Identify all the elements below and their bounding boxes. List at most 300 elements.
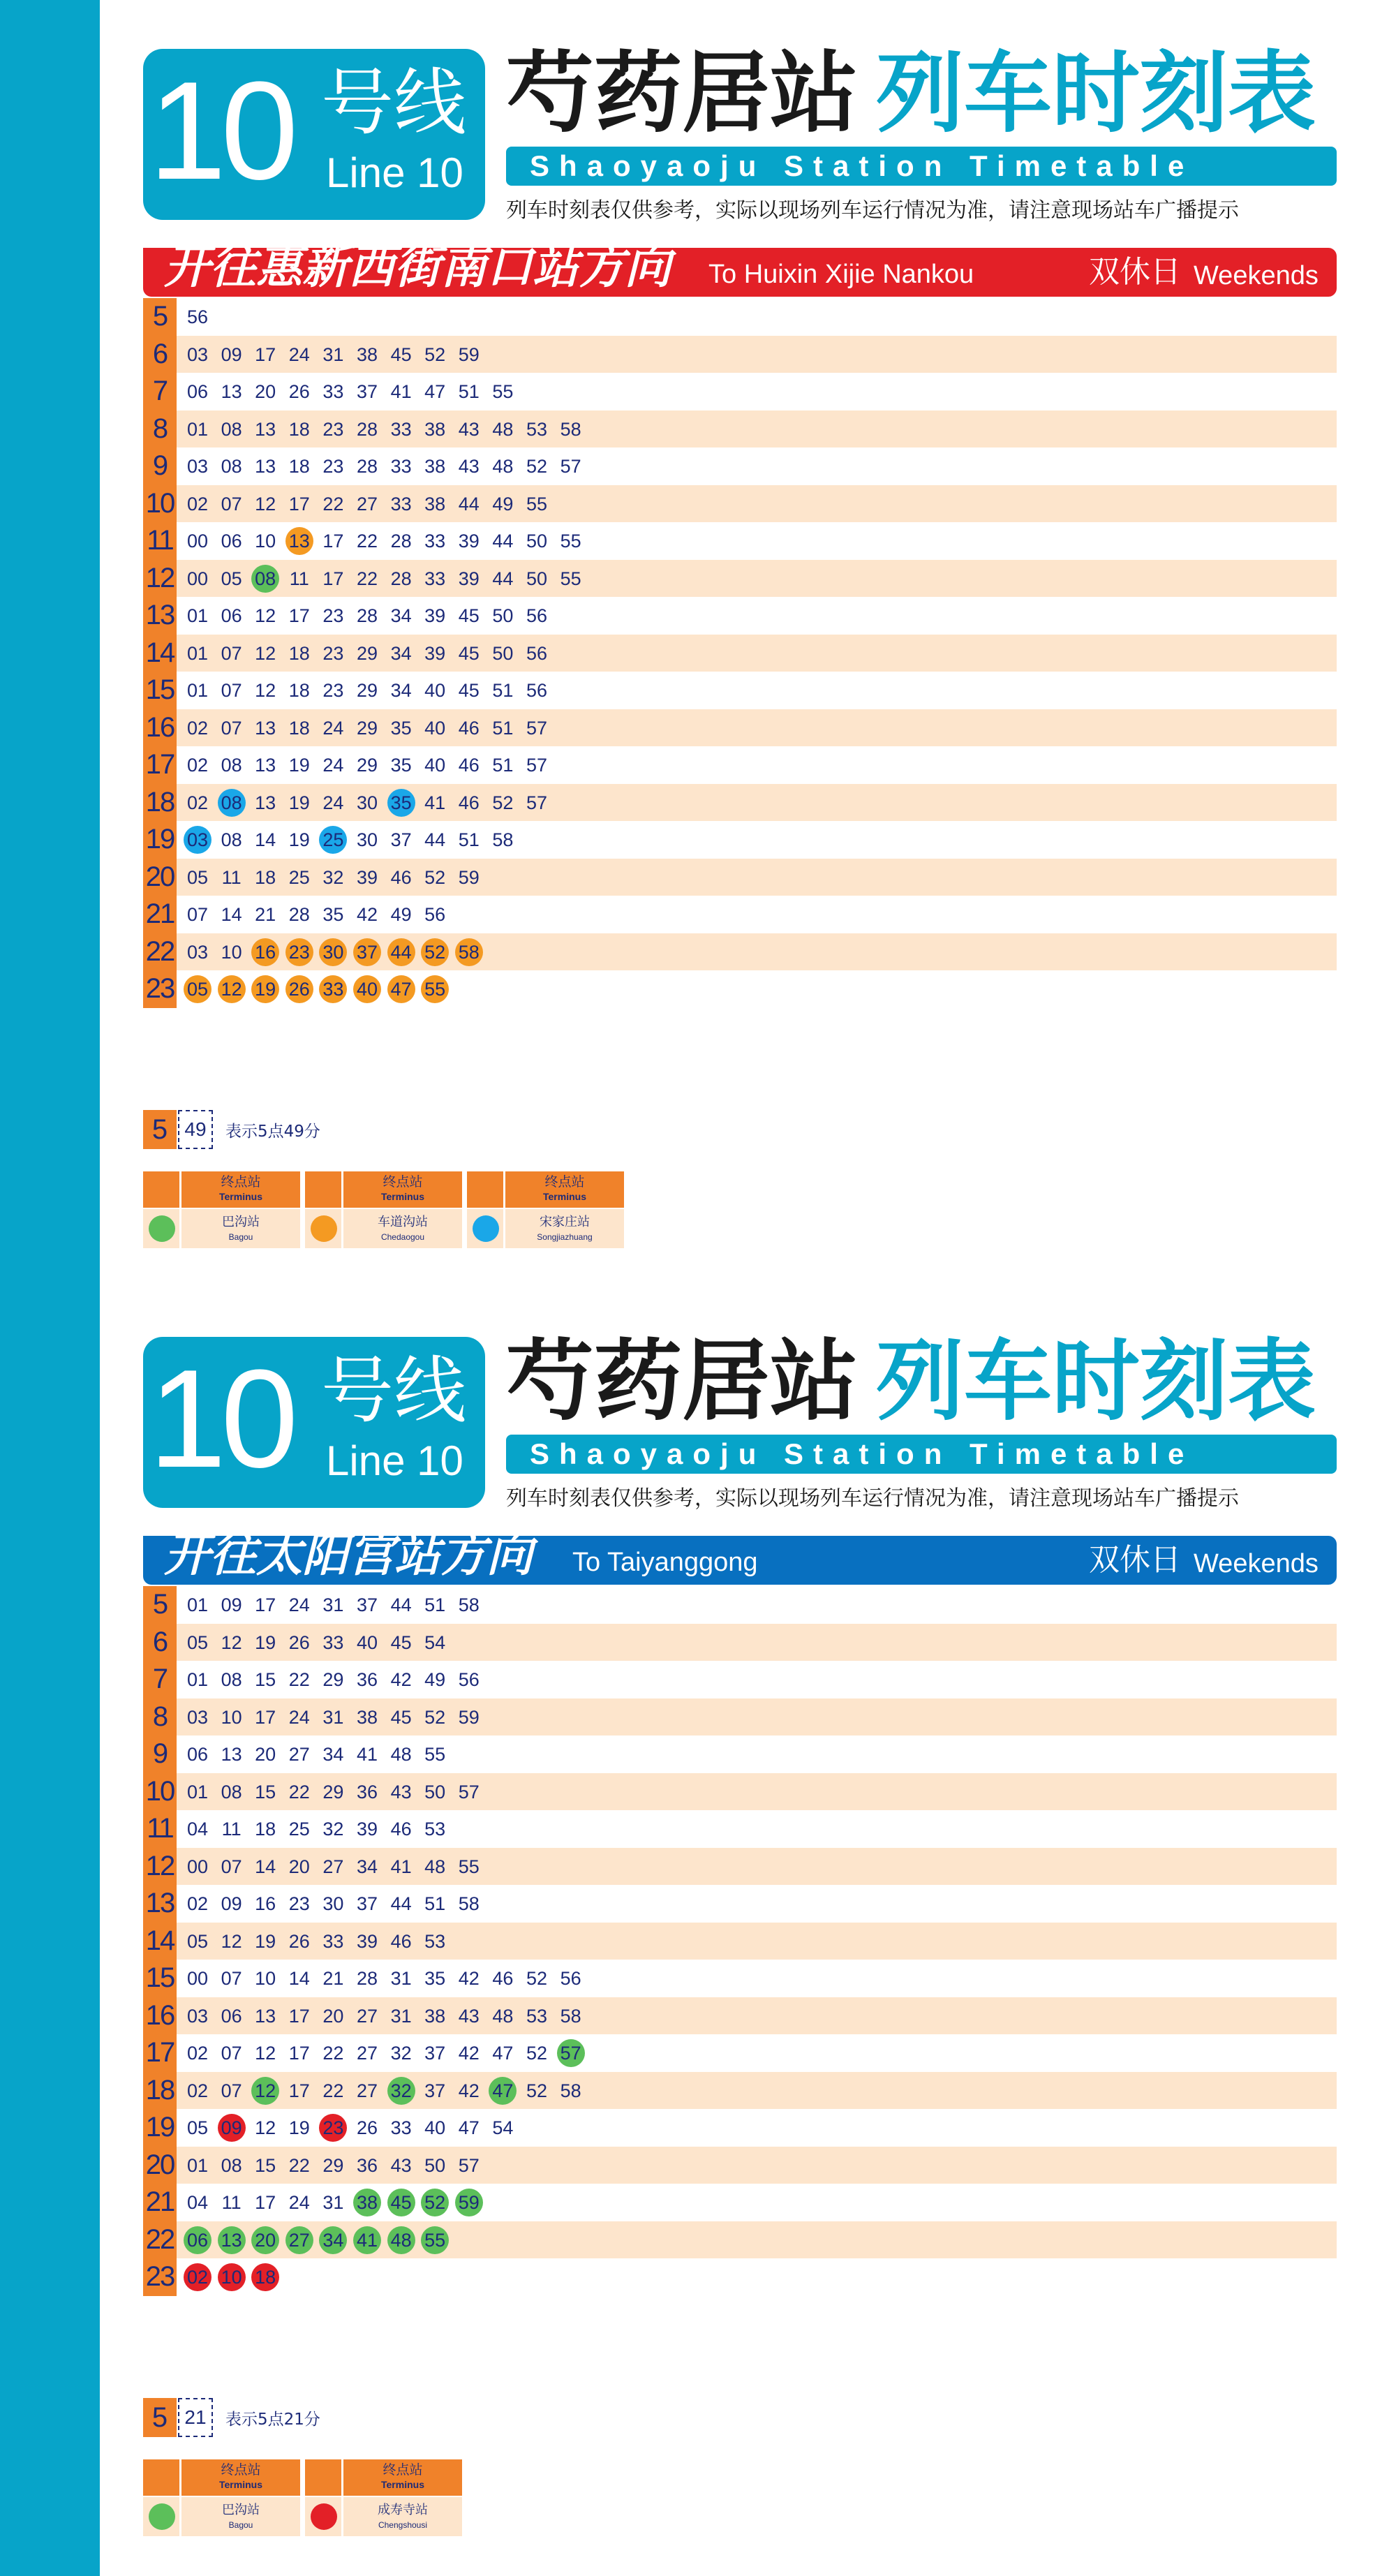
terminus-entry <box>143 1171 300 1248</box>
terminus-header-cn: 终点站 <box>221 2462 261 2478</box>
minute: 08 <box>221 456 242 477</box>
minute: 18 <box>288 680 310 701</box>
minute: 22 <box>322 493 344 515</box>
minute: 22 <box>356 531 378 552</box>
hour-label: 6 <box>143 336 177 373</box>
hour-label: 13 <box>143 1885 177 1923</box>
hour-row <box>143 560 1337 598</box>
minute: 00 <box>186 568 209 589</box>
minute: 23 <box>288 1893 310 1914</box>
hour-label: 5 <box>143 1586 177 1624</box>
minute: 46 <box>390 866 412 888</box>
minute: 01 <box>186 680 209 701</box>
minute: 13 <box>255 717 276 739</box>
minute: 50 <box>492 642 514 664</box>
minute: 17 <box>255 2192 276 2213</box>
minute-marked: 10 <box>218 2263 246 2291</box>
minute: 24 <box>322 755 344 776</box>
minute: 24 <box>288 1594 310 1615</box>
minute: 28 <box>390 531 412 552</box>
station-name-cn: 芍药居站 <box>506 1330 858 1433</box>
minute: 40 <box>424 755 446 776</box>
minute: 00 <box>186 531 209 552</box>
minute: 19 <box>288 755 310 776</box>
minute: 34 <box>390 680 412 701</box>
minute: 33 <box>424 568 446 589</box>
minute: 51 <box>492 755 514 776</box>
hour-row <box>143 859 1337 896</box>
minute: 13 <box>255 456 276 477</box>
minute: 29 <box>356 642 378 664</box>
terminus-name <box>343 1209 462 1248</box>
minute: 50 <box>526 531 548 552</box>
terminus-color-dot <box>473 1215 499 1242</box>
minute: 29 <box>322 2154 344 2176</box>
minute: 24 <box>322 792 344 813</box>
minute: 48 <box>492 2005 514 2027</box>
hour-row <box>143 821 1337 859</box>
minute: 14 <box>255 1856 276 1877</box>
minute: 53 <box>424 1819 446 1840</box>
terminus-marker-cell <box>467 1171 503 1248</box>
direction-bar <box>143 240 1337 297</box>
minute: 17 <box>322 568 344 589</box>
hour-label: 10 <box>143 485 177 523</box>
terminus-color-dot <box>149 2503 175 2530</box>
minute: 32 <box>390 2043 412 2064</box>
minute: 53 <box>526 418 548 440</box>
minute: 15 <box>255 2154 276 2176</box>
minute: 12 <box>255 2117 276 2138</box>
example-minute: 49 <box>178 1110 213 1149</box>
minute-marked: 26 <box>285 975 313 1003</box>
minute: 18 <box>288 418 310 440</box>
hour-row <box>143 373 1337 410</box>
minute: 07 <box>221 642 242 664</box>
minute: 35 <box>390 717 412 739</box>
terminus-header <box>343 2459 462 2496</box>
minute: 45 <box>390 1706 412 1728</box>
minute: 53 <box>526 2005 548 2027</box>
minute: 11 <box>221 866 242 888</box>
minute: 33 <box>322 381 344 402</box>
minute: 03 <box>186 941 209 963</box>
minute: 31 <box>390 1968 412 1989</box>
minute: 20 <box>255 381 276 402</box>
minute: 07 <box>186 904 209 925</box>
minute: 25 <box>288 1819 310 1840</box>
minute: 51 <box>458 381 480 402</box>
day-type-en: Weekends <box>1194 261 1319 290</box>
minute: 47 <box>458 2117 480 2138</box>
minute: 42 <box>356 904 378 925</box>
hour-label: 21 <box>143 896 177 933</box>
minute: 22 <box>322 2080 344 2101</box>
minute: 51 <box>458 829 480 850</box>
minute: 34 <box>356 1856 378 1877</box>
minute: 52 <box>526 456 548 477</box>
minute-marked: 47 <box>489 2077 517 2105</box>
minute: 46 <box>492 1968 514 1989</box>
hour-label: 16 <box>143 1997 177 2035</box>
minute: 33 <box>390 456 412 477</box>
minute: 52 <box>526 2043 548 2064</box>
minute: 57 <box>526 792 548 813</box>
minute: 31 <box>322 343 344 365</box>
terminus-header-cn: 终点站 <box>221 1174 261 1190</box>
terminus-marker-header <box>143 1171 179 1208</box>
hour-row <box>143 746 1337 784</box>
minute: 57 <box>560 456 581 477</box>
minute-marked: 34 <box>319 2226 347 2254</box>
minute: 48 <box>390 1744 412 1765</box>
hour-row <box>143 635 1337 672</box>
minute: 07 <box>221 680 242 701</box>
minute: 23 <box>322 680 344 701</box>
terminus-marker-header <box>305 1171 341 1208</box>
minute: 54 <box>492 2117 514 2138</box>
minute: 41 <box>390 1856 412 1877</box>
hour-label: 19 <box>143 821 177 859</box>
minute: 52 <box>526 2080 548 2101</box>
minute: 33 <box>390 418 412 440</box>
minute: 14 <box>255 829 276 850</box>
hour-row <box>143 522 1337 560</box>
example-hour: 5 <box>143 1110 177 1149</box>
minute: 06 <box>221 605 242 626</box>
minute: 12 <box>255 493 276 515</box>
minute: 58 <box>492 829 514 850</box>
timetable-rows <box>143 1586 1337 2296</box>
hour-row <box>143 1923 1337 1960</box>
minute: 43 <box>390 1781 412 1803</box>
hour-label: 20 <box>143 859 177 896</box>
minute: 02 <box>186 755 209 776</box>
minute: 37 <box>424 2080 446 2101</box>
minute: 27 <box>356 2080 378 2101</box>
minute: 56 <box>526 680 548 701</box>
minute: 40 <box>424 2117 446 2138</box>
minute: 27 <box>288 1744 310 1765</box>
minute: 45 <box>458 680 480 701</box>
direction-bar <box>143 1528 1337 1585</box>
minute: 17 <box>255 1594 276 1615</box>
minute: 25 <box>288 866 310 888</box>
minute: 12 <box>221 1930 242 1952</box>
minute-marked: 57 <box>557 2039 585 2067</box>
minute: 54 <box>424 1631 446 1653</box>
hour-label: 14 <box>143 1923 177 1960</box>
minute: 10 <box>221 941 242 963</box>
minute: 05 <box>186 1930 209 1952</box>
minute-marked: 58 <box>455 938 483 966</box>
minute: 55 <box>560 568 581 589</box>
minute: 56 <box>560 1968 581 1989</box>
timetable-title-cn: 列车时刻表 <box>876 42 1316 145</box>
minute: 17 <box>288 2080 310 2101</box>
minute: 52 <box>424 1706 446 1728</box>
example-explanation: 表示5点49分 <box>225 1123 320 1141</box>
hour-label: 12 <box>143 1848 177 1886</box>
minute: 39 <box>356 1930 378 1952</box>
hour-row <box>143 672 1337 709</box>
terminus-name <box>181 2497 300 2536</box>
minute-marked: 03 <box>184 826 211 854</box>
left-color-strip <box>0 0 100 2576</box>
terminus-name-cn: 成寿寺站 <box>378 2503 428 2517</box>
minute-marked: 20 <box>251 2226 279 2254</box>
timetable-rows <box>143 298 1337 1008</box>
terminus-name-cell <box>181 2459 300 2536</box>
minute: 43 <box>458 418 480 440</box>
minute: 03 <box>186 2005 209 2027</box>
hour-label: 8 <box>143 1698 177 1736</box>
minute: 57 <box>526 755 548 776</box>
minute-marked: 35 <box>387 789 415 817</box>
minute: 17 <box>288 605 310 626</box>
minute: 07 <box>221 717 242 739</box>
minute: 27 <box>322 1856 344 1877</box>
minute-marked: 59 <box>455 2189 483 2216</box>
terminus-marker-header <box>467 1171 503 1208</box>
minute-marked: 48 <box>387 2226 415 2254</box>
minute-marked: 13 <box>285 527 313 555</box>
minute: 57 <box>526 717 548 739</box>
terminus-name-en: Bagou <box>228 2520 253 2530</box>
line-label-cn: 号线 <box>321 1348 467 1433</box>
minute: 14 <box>221 904 242 925</box>
minute-marked: 23 <box>285 938 313 966</box>
minute: 43 <box>458 456 480 477</box>
terminus-name-cn: 巴沟站 <box>222 1215 260 1229</box>
minute: 26 <box>288 381 310 402</box>
hour-row <box>143 1698 1337 1736</box>
direction-en: To Huixin Xijie Nankou <box>708 260 974 289</box>
minute: 01 <box>186 2154 209 2176</box>
minute: 17 <box>255 1706 276 1728</box>
minute: 30 <box>356 792 378 813</box>
minute: 05 <box>221 568 242 589</box>
hour-label: 14 <box>143 635 177 672</box>
hour-row <box>143 1661 1337 1698</box>
minute: 19 <box>288 829 310 850</box>
notice-text: 列车时刻表仅供参考，实际以现场列车运行情况为准，请注意现场站车广播提示 <box>506 1486 1239 1511</box>
terminus-header-en: Terminus <box>381 1191 424 1202</box>
terminus-color-dot <box>311 2503 337 2530</box>
minute: 08 <box>221 755 242 776</box>
minute: 10 <box>255 1968 276 1989</box>
minute: 24 <box>288 343 310 365</box>
minute: 52 <box>492 792 514 813</box>
minute-marked: 55 <box>421 975 449 1003</box>
minute: 07 <box>221 2043 242 2064</box>
minute: 46 <box>390 1819 412 1840</box>
minute-marked: 47 <box>387 975 415 1003</box>
minute: 21 <box>255 904 276 925</box>
minute: 01 <box>186 1781 209 1803</box>
minute-marked: 25 <box>319 826 347 854</box>
minute: 27 <box>356 2043 378 2064</box>
minute-marked: 12 <box>251 2077 279 2105</box>
hour-row <box>143 2072 1337 2110</box>
terminus-name-cn: 巴沟站 <box>222 2503 260 2517</box>
minute-marked: 16 <box>251 938 279 966</box>
minute: 50 <box>492 605 514 626</box>
minute: 45 <box>458 605 480 626</box>
hour-row <box>143 1885 1337 1923</box>
line-number: 10 <box>149 53 293 209</box>
minute: 40 <box>424 680 446 701</box>
minute: 38 <box>356 343 378 365</box>
hour-row <box>143 2221 1337 2259</box>
minute-marked: 37 <box>353 938 381 966</box>
minute: 30 <box>322 1893 344 1914</box>
minute: 16 <box>255 1893 276 1914</box>
hour-row <box>143 485 1337 523</box>
hour-label: 8 <box>143 410 177 448</box>
hour-label: 18 <box>143 2072 177 2110</box>
terminus-header-en: Terminus <box>219 1191 262 1202</box>
terminus-header-cn: 终点站 <box>383 1174 423 1190</box>
hour-row <box>143 784 1337 822</box>
minute: 06 <box>186 381 209 402</box>
station-title-en: Shaoyaoju Station Timetable <box>506 1435 1337 1474</box>
hour-label: 5 <box>143 298 177 336</box>
minute: 12 <box>255 680 276 701</box>
minute: 31 <box>390 2005 412 2027</box>
hour-row <box>143 2258 1337 2296</box>
terminus-entry <box>305 1171 462 1248</box>
minute: 39 <box>424 642 446 664</box>
minute: 49 <box>390 904 412 925</box>
hour-label: 11 <box>143 522 177 560</box>
minute: 59 <box>458 343 480 365</box>
minute: 47 <box>424 381 446 402</box>
minute: 51 <box>492 717 514 739</box>
minute: 13 <box>255 2005 276 2027</box>
minute: 05 <box>186 2117 209 2138</box>
minute: 17 <box>288 2005 310 2027</box>
minute: 44 <box>492 531 514 552</box>
terminus-name-en: Chedaogou <box>380 1232 425 1242</box>
example-explanation: 表示5点21分 <box>225 2411 320 2429</box>
minute: 39 <box>458 531 480 552</box>
minute: 47 <box>492 2043 514 2064</box>
terminus-marker-cell <box>143 1171 179 1248</box>
minute: 28 <box>390 568 412 589</box>
terminus-header-en: Terminus <box>543 1191 586 1202</box>
minute: 01 <box>186 605 209 626</box>
minute: 11 <box>289 568 309 589</box>
minute: 32 <box>322 1819 344 1840</box>
minute: 41 <box>356 1744 378 1765</box>
minute: 55 <box>458 1856 480 1877</box>
minute-marked: 30 <box>319 938 347 966</box>
minute-marked: 09 <box>218 2114 246 2142</box>
minute-marked: 52 <box>421 2189 449 2216</box>
line-label-en: Line 10 <box>326 1437 463 1484</box>
minute-marked: 05 <box>184 975 211 1003</box>
minute: 29 <box>322 1781 344 1803</box>
minute: 43 <box>390 2154 412 2176</box>
minute: 44 <box>492 568 514 589</box>
minute: 33 <box>322 1631 344 1653</box>
minute-marked: 23 <box>319 2114 347 2142</box>
minute: 00 <box>186 1968 209 1989</box>
hour-row <box>143 970 1337 1008</box>
minute: 23 <box>322 642 344 664</box>
terminus-name-en: Bagou <box>228 1232 253 1242</box>
minute: 37 <box>390 829 412 850</box>
minute: 44 <box>458 493 480 515</box>
minute: 12 <box>255 605 276 626</box>
minute-marked: 12 <box>218 975 246 1003</box>
minute: 23 <box>322 605 344 626</box>
minute: 13 <box>221 1744 242 1765</box>
minute: 08 <box>221 829 242 850</box>
terminus-name-cn: 宋家庄站 <box>540 1215 590 1229</box>
hour-row <box>143 597 1337 635</box>
hour-label: 16 <box>143 709 177 747</box>
minute: 22 <box>288 1781 310 1803</box>
minute: 02 <box>186 717 209 739</box>
minute: 29 <box>322 1669 344 1690</box>
minute-marked: 32 <box>387 2077 415 2105</box>
minute-marked: 06 <box>184 2226 211 2254</box>
minute: 31 <box>322 1594 344 1615</box>
minute: 44 <box>424 829 446 850</box>
terminus-name <box>505 1209 624 1248</box>
minute: 26 <box>356 2117 378 2138</box>
minute: 58 <box>560 2005 581 2027</box>
hour-row <box>143 2147 1337 2184</box>
minute: 35 <box>390 755 412 776</box>
hour-label: 7 <box>143 1661 177 1698</box>
hour-label: 22 <box>143 2221 177 2259</box>
minute: 42 <box>458 1968 480 1989</box>
minute: 34 <box>322 1744 344 1765</box>
hour-row <box>143 1810 1337 1848</box>
line-label-en: Line 10 <box>326 149 463 196</box>
hour-row <box>143 1997 1337 2035</box>
minute: 18 <box>288 456 310 477</box>
minute-marked: 55 <box>421 2226 449 2254</box>
terminus-header-en: Terminus <box>219 2479 262 2490</box>
minute: 39 <box>356 1819 378 1840</box>
minute: 18 <box>288 642 310 664</box>
station-name-cn: 芍药居站 <box>506 42 858 145</box>
minute: 19 <box>288 2117 310 2138</box>
minute: 58 <box>458 1594 480 1615</box>
hour-label: 13 <box>143 597 177 635</box>
terminus-marker-header <box>143 2459 179 2496</box>
minute: 01 <box>186 642 209 664</box>
minute: 19 <box>255 1930 276 1952</box>
minute: 22 <box>322 2043 344 2064</box>
minute: 26 <box>288 1631 310 1653</box>
day-type-cn: 双休日 <box>1089 254 1181 290</box>
minute: 48 <box>492 418 514 440</box>
terminus-entry <box>143 2459 300 2536</box>
minute: 27 <box>356 493 378 515</box>
hour-label: 17 <box>143 746 177 784</box>
minute: 03 <box>186 1706 209 1728</box>
terminus-name-cell <box>343 2459 462 2536</box>
minute: 15 <box>255 1669 276 1690</box>
minute: 37 <box>356 1893 378 1914</box>
minute: 18 <box>255 866 276 888</box>
direction-en: To Taiyanggong <box>572 1548 758 1577</box>
